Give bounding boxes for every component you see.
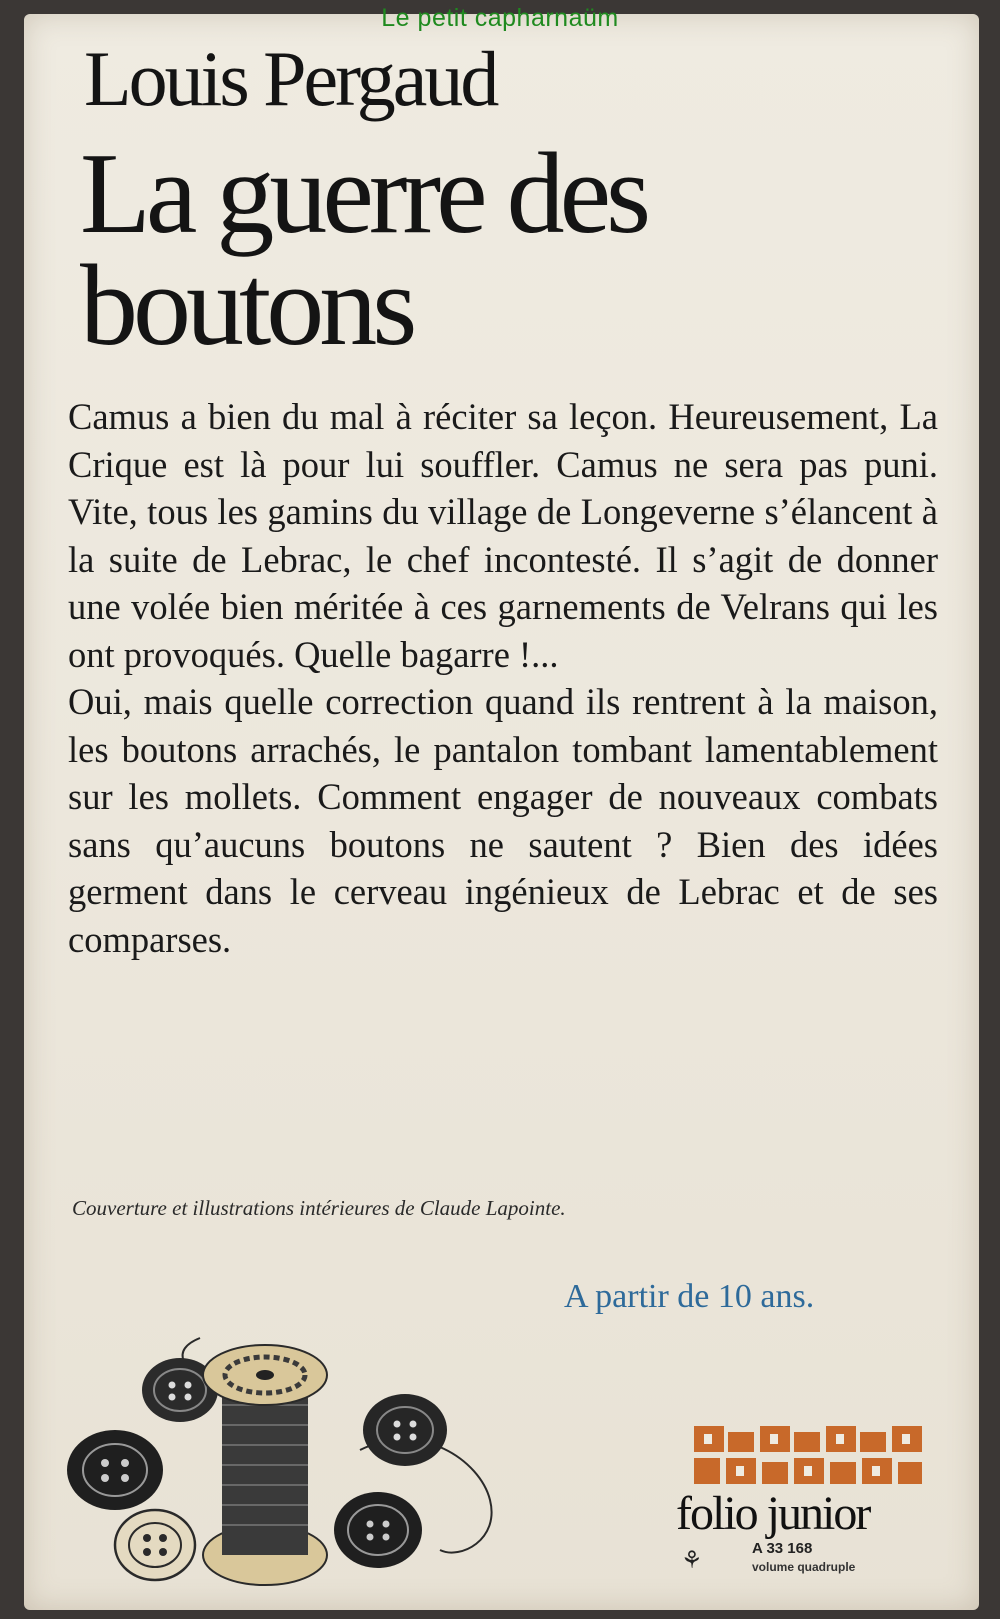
button-icon [67, 1430, 163, 1510]
button-icon [334, 1492, 422, 1568]
buttons-spool-illustration [60, 1330, 530, 1605]
volume-label: volume quadruple [752, 1560, 856, 1574]
blurb-paragraph-2: Oui, mais quelle correction quand ils rentrent à la maison, les boutons arrachés, le pantalon tombant lamentablement sur les mollets. Comment engager de nouveaux combats sans qu’aucuns boutons ne sautent ? Bien des idées germent dans le cerveau ingénieux de Lebrac et de ses comparses. [68, 681, 938, 960]
button-icon [115, 1510, 195, 1580]
publisher-logo-icon: ⚘ [681, 1546, 703, 1574]
illustration-credit: Couverture et illustrations intérieures de Claude Lapointe. [72, 1196, 566, 1220]
blurb [68, 393, 938, 963]
spool-icon [203, 1345, 327, 1585]
blurb-paragraph-1: Camus a bien du mal à réciter sa leçon. Heureusement, La Crique est là pour lui souffler. Camus ne sera pas puni. Vite, tous les gamins du village de Longeverne s’élancent à la suite de Lebrac, le chef incontesté. Il s’agit de donner une volée bien méritée à ces garnements de Velrans qui les ont provoqués. Quelle bagarre !... [68, 396, 938, 675]
collection-name: folio junior [676, 1487, 870, 1540]
folio-junior-logo-blocks [694, 1426, 922, 1488]
book-title: La guerre des boutons [80, 130, 647, 370]
age-recommendation: A partir de 10 ans. [564, 1278, 815, 1315]
author-name: Louis Pergaud [84, 35, 497, 122]
button-icon [363, 1394, 447, 1466]
watermark-label: Le petit capharnaüm [381, 4, 619, 32]
catalog-reference: A 33 168 [752, 1540, 813, 1557]
